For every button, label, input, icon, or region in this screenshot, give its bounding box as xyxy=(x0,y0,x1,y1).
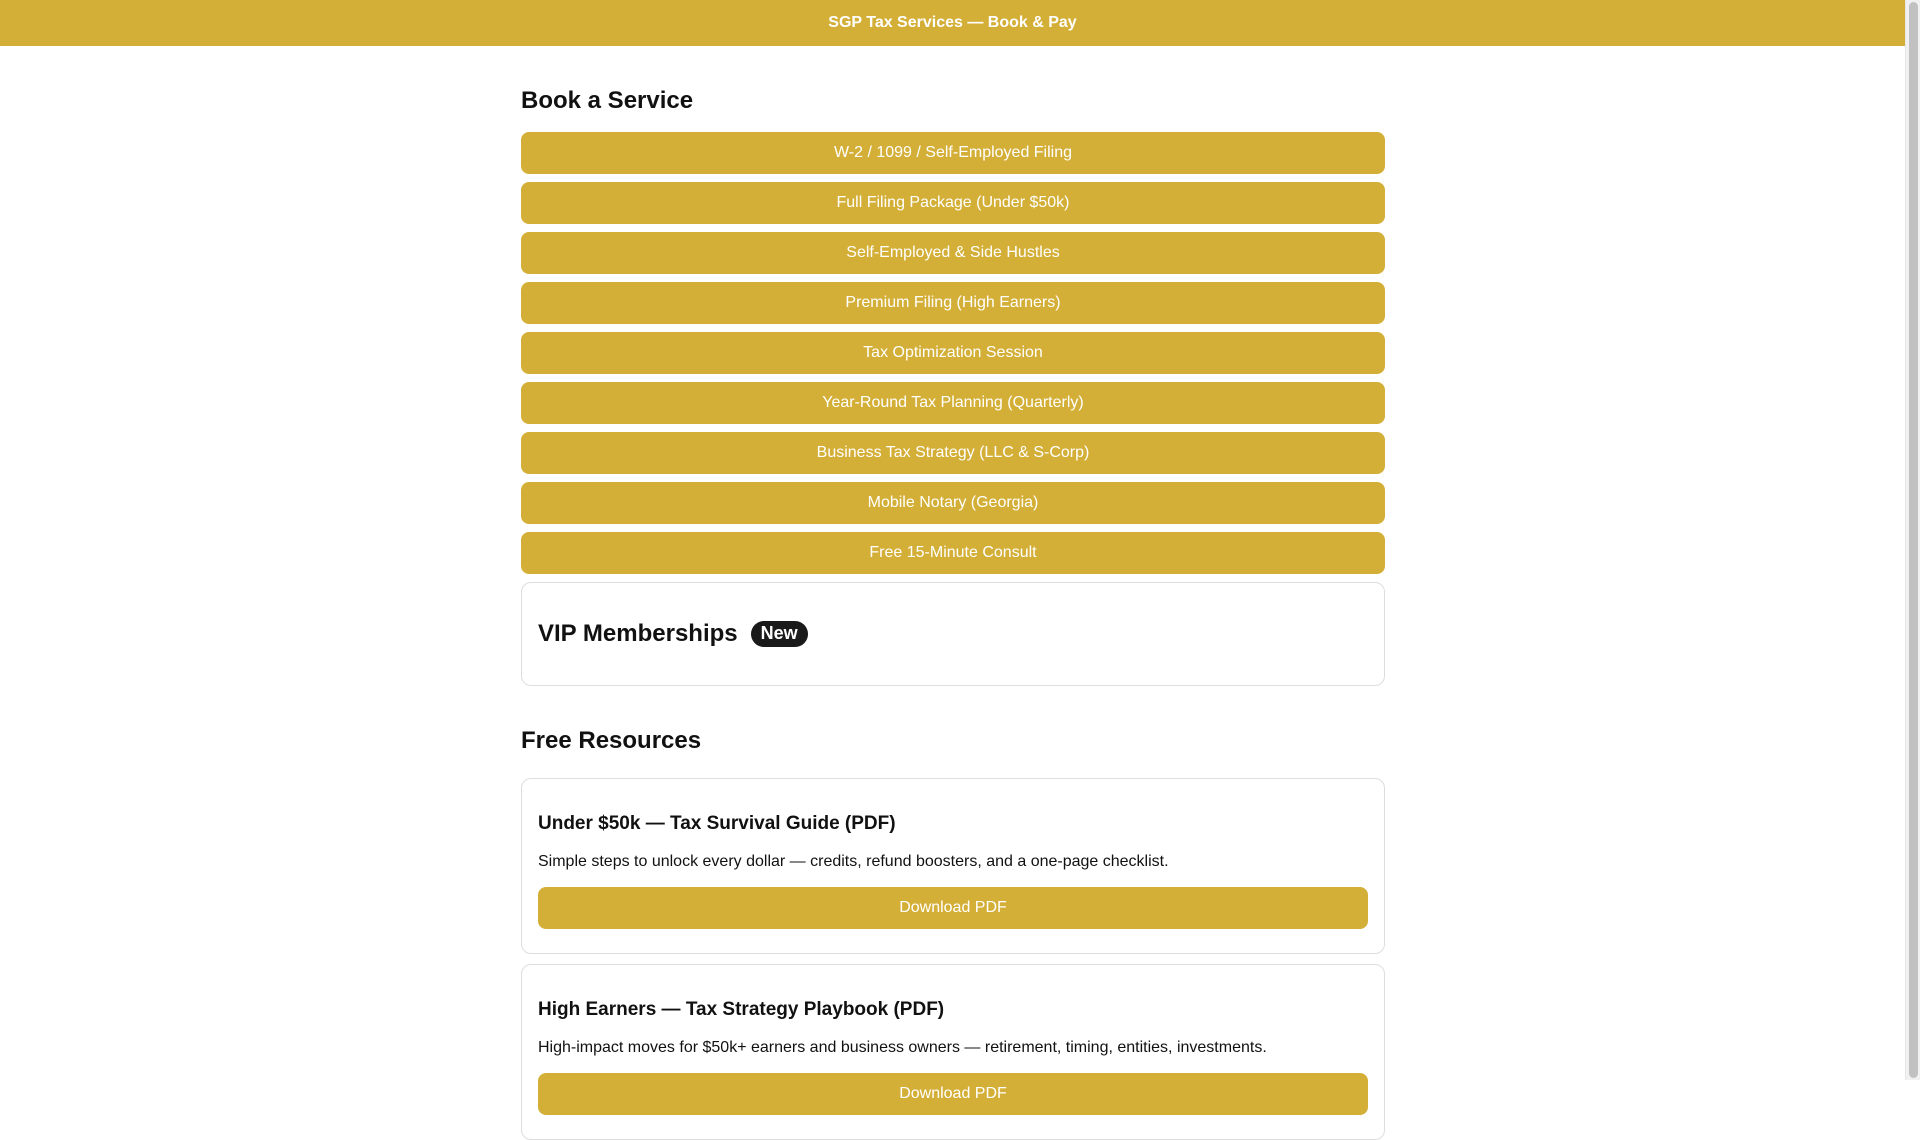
service-list xyxy=(521,132,1385,574)
main-content xyxy=(521,46,1385,1140)
resource-title: Under $50k — Tax Survival Guide (PDF) xyxy=(538,813,896,834)
vertical-scrollbar[interactable] xyxy=(1905,0,1920,1080)
service-button-business-strategy[interactable]: Business Tax Strategy (LLC & S-Corp) xyxy=(521,432,1385,474)
resources-list xyxy=(521,778,1385,1140)
service-button-mobile-notary[interactable]: Mobile Notary (Georgia) xyxy=(521,482,1385,524)
vip-title: VIP Memberships xyxy=(538,620,738,647)
service-button-full-filing[interactable]: Full Filing Package (Under $50k) xyxy=(521,182,1385,224)
resource-title: High Earners — Tax Strategy Playbook (PDF) xyxy=(538,999,945,1020)
download-pdf-button[interactable]: Download PDF xyxy=(538,887,1368,929)
resource-card xyxy=(521,778,1385,954)
new-badge: New xyxy=(751,621,808,647)
resource-card xyxy=(521,964,1385,1140)
top-banner xyxy=(0,0,1905,46)
service-button-tax-optimization[interactable]: Tax Optimization Session xyxy=(521,332,1385,374)
service-button-w2-1099[interactable]: W-2 / 1099 / Self-Employed Filing xyxy=(521,132,1385,174)
resources-section-title: Free Resources xyxy=(521,727,702,754)
vip-memberships-card[interactable] xyxy=(521,582,1385,686)
resource-description: Simple steps to unlock every dollar — credits, refund boosters, and a one-page checklist. xyxy=(538,853,1169,870)
book-section-title: Book a Service xyxy=(521,87,694,114)
scrollbar-thumb[interactable] xyxy=(1909,2,1918,1078)
service-button-free-consult[interactable]: Free 15-Minute Consult xyxy=(521,532,1385,574)
service-button-year-round-planning[interactable]: Year-Round Tax Planning (Quarterly) xyxy=(521,382,1385,424)
resource-description: High-impact moves for $50k+ earners and business owners — retirement, timing, entities, investments. xyxy=(538,1039,1267,1056)
site-title: SGP Tax Services — Book & Pay xyxy=(828,14,1077,31)
service-button-self-employed[interactable]: Self-Employed & Side Hustles xyxy=(521,232,1385,274)
service-button-premium-filing[interactable]: Premium Filing (High Earners) xyxy=(521,282,1385,324)
download-pdf-button[interactable]: Download PDF xyxy=(538,1073,1368,1115)
